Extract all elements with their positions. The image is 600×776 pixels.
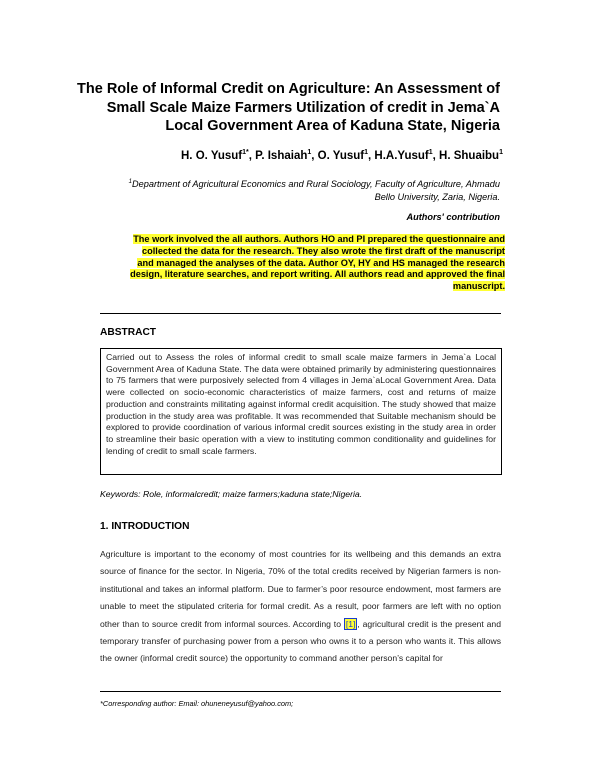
title-line-2: Small Scale Maize Farmers Utilization of credit in Jema`A: [106, 99, 500, 116]
abstract-box: Carried out to Assess the roles of informal credit to small scale maize farmers in Jema`a Local Government Area of Kaduna State. The data were obtained primarily by administering questionnaires to 75 farmers that were purposively selected from 4 villages in Jema`aLocal Government Area. Data were collected on socio-economic characteristics of maize farmers, cost and returns of maize production and constraints militating against informal credit acquisition. The study showed that maize production in the study area was profitable. It was recommended that Suitable mechanism should be explored to provide coordination of various informal credit sources existing in the study area in order to streamline their basic operation with a view to instituting common conditionality and guidelines for lending of credit to small scale farmers.: [100, 348, 502, 475]
contribution-heading: Authors' contribution: [406, 212, 500, 222]
author-name: H.A.Yusuf: [374, 149, 429, 162]
intro-text-end: , agricultural credit is the present and temporary transfer of purchasing power from a person who owns it to a person who wants it. This allows the owner (informal credit source) the opportunity to command another person’s capital for: [100, 618, 501, 664]
author-name: H. Shuaibu: [439, 149, 500, 162]
section-divider: [100, 313, 501, 314]
contribution-statement: [100, 234, 505, 293]
author-separator: ,: [248, 149, 256, 162]
author-affil-mark: 1: [499, 149, 503, 156]
abstract-heading: ABSTRACT: [100, 327, 157, 338]
intro-text-start: Agriculture is important to the economy of most countries for its wellbeing and this demands an extra source of finance for the sector. In Nigeria, 70% of the total credits received by Nigerian farmers is non-institutional and takes an informal platform. Due to farmer’s poor resource endowment, most farmers are unable to meet the stipulated criteria for formal credit. As a result, poor farmers are left with no option other than to source credit from informal sources. According to: [100, 549, 501, 629]
author-name: P. Ishaiah: [255, 149, 308, 162]
introduction-paragraph: [100, 546, 501, 668]
affiliation-mark: 1: [128, 179, 132, 185]
author-name: O. Yusuf: [317, 149, 365, 162]
author-affil-mark: 1: [364, 149, 369, 156]
footnote-divider: [100, 691, 501, 692]
affiliation: [104, 176, 500, 203]
title-line-1: The Role of Informal Credit on Agriculture: An Assessment of: [77, 81, 500, 97]
author-separator: ,: [368, 149, 375, 162]
author-list: [60, 149, 503, 162]
paper-title: [60, 80, 500, 136]
author-name: H. O. Yusuf: [181, 149, 243, 162]
contribution-line-3: and managed the analyses of the data. Author OY, HY and HS managed the research: [137, 257, 505, 268]
introduction-heading: 1. INTRODUCTION: [100, 521, 190, 532]
citation-link[interactable]: [1]: [345, 618, 356, 629]
corresponding-author-footnote: *Corresponding author: Email: ohuneneyusuf@yahoo.com;: [100, 699, 294, 708]
contribution-line-1: The work involved the all authors. Authors HO and PI prepared the questionnaire and: [133, 234, 505, 244]
author-affil-mark: 1: [428, 149, 433, 156]
affiliation-line-1: Department of Agricultural Economics and Rural Sociology, Faculty of Agriculture, Ahmadu: [131, 179, 500, 190]
contribution-line-2: collected the data for the research. They also wrote the first draft of the manuscript: [142, 245, 505, 256]
author-affil-mark: 1: [307, 149, 312, 156]
contribution-line-5: manuscript.: [452, 281, 505, 292]
contribution-line-4: design, literature searches, and report writing. All authors read and approved the final: [130, 269, 505, 280]
title-line-3: Local Government Area of Kaduna State, Nigeria: [165, 118, 500, 134]
keywords: Keywords: Role, informalcredit; maize farmers;kaduna state;Nigeria.: [100, 489, 363, 499]
author-affil-mark: 1*: [242, 149, 249, 156]
affiliation-line-2: Bello University, Zaria, Nigeria.: [374, 191, 500, 202]
author-separator: ,: [432, 149, 440, 162]
author-separator: ,: [311, 149, 318, 162]
